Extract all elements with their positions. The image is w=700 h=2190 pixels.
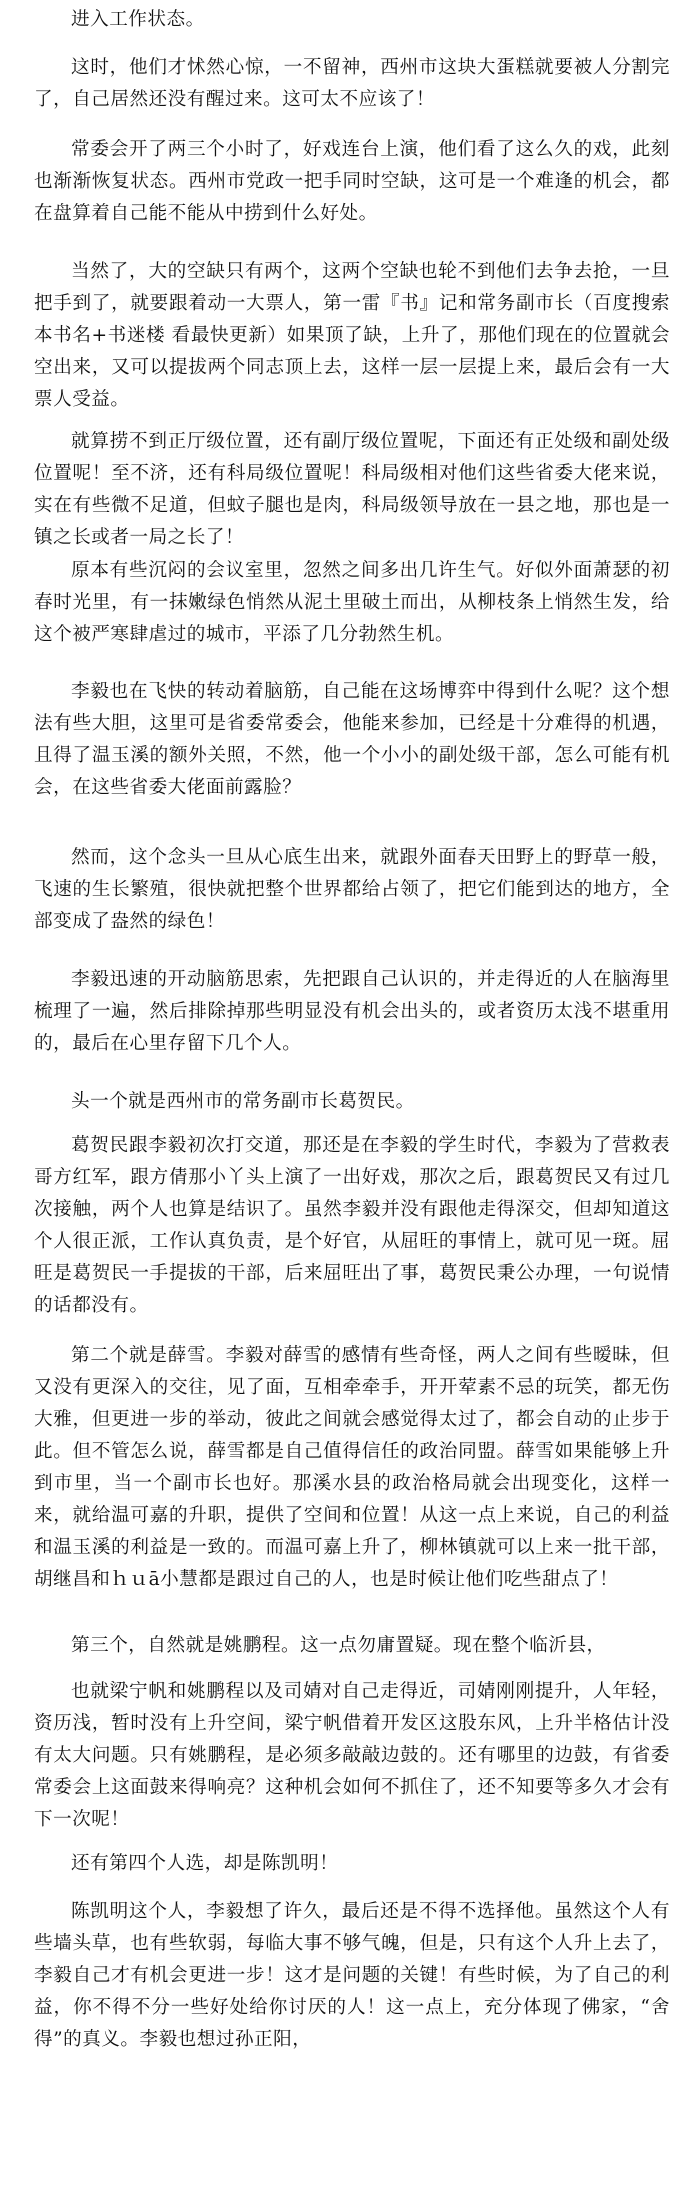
paragraph: 头一个就是西州市的常务副市长葛贺民。	[71, 1091, 415, 1112]
paragraph: 葛贺民跟李毅初次打交道，那还是在李毅的学生时代，李毅为了营救表哥方红军，跟方倩那小丫头上演了一出好戏，那次之后，跟葛贺民又有过几次接触，两个人也算是结识了。虽然李毅并没有跟他走得深交，但却知道这个人很正派，工作认真负责，是个好官，从屈旺的事情上，就可见一斑。屈旺是葛贺民一手提拔的干部，后来屈旺出了事，葛贺民秉公办理，一句说情的话都没有。	[34, 1135, 670, 1316]
paragraph: 也就梁宁帆和姚鹏程以及司婧对自己走得近，司婧刚刚提升，人年轻，资历浅，暂时没有上升空间，梁宁帆借着开发区这股东风，上升半格估计没有太大问题。只有姚鹏程，是必须多敲敲边鼓的。还有哪里的边鼓，有省委常委会上这面鼓来得响亮？这种机会如何不抓住了，还不知要等多久才会有下一次呢！	[34, 1681, 670, 1830]
paragraph: 原本有些沉闷的会议室里，忽然之间多出几许生气。好似外面萧瑟的初春时光里，有一抹嫩绿色悄然从泥土里破土而出，从柳枝条上悄然生发，给这个被严寒肆虐过的城市，平添了几分勃然生机。	[34, 560, 670, 645]
paragraph: 李毅也在飞快的转动着脑筋，自己能在这场博弈中得到什么呢？这个想法有些大胆，这里可是省委常委会，他能来参加，已经是十分难得的机遇，且得了温玉溪的额外关照，不然，他一个小小的副处级干部，怎么可能有机会，在这些省委大佬面前露脸？	[34, 681, 670, 798]
paragraph: 然而，这个念头一旦从心底生出来，就跟外面春天田野上的野草一般，飞速的生长繁殖，很快就把整个世界都给占领了，把它们能到达的地方，全部变成了盎然的绿色！	[34, 847, 670, 932]
paragraph: 这时，他们才怵然心惊，一不留神，西州市这块大蛋糕就要被人分割完了，自己居然还没有醒过来。这可太不应该了！	[34, 57, 670, 110]
paragraph: 进入工作状态。	[71, 9, 205, 30]
paragraph: 第二个就是薛雪。李毅对薛雪的感情有些奇怪，两人之间有些暧昧，但又没有更深入的交往，见了面，互相牵牵手，开开荤素不忌的玩笑，都无伤大雅，但更进一步的举动，彼此之间就会感觉得太过了，都会自动的止步于此。但不管怎么说，薛雪都是自己值得信任的政治同盟。薛雪如果能够上升到市里，当一个副市长也好。那溪水县的政治格局就会出现变化，这样一来，就给温可嘉的升职，提供了空间和位置！从这一点上来说，自己的利益和温玉溪的利益是一致的。而温可嘉上升了，柳林镇就可以上来一批干部，胡继昌和ｈｕā小慧都是跟过自己的人，也是时候让他们吃些甜点了！	[34, 1345, 670, 1590]
paragraph: 就算捞不到正厅级位置，还有副厅级位置呢，下面还有正处级和副处级位置呢！至不济，还有科局级位置呢！科局级相对他们这些省委大佬来说，实在有些微不足道，但蚊子腿也是肉，科局级领导放在一县之地，那也是一镇之长或者一局之长了！	[34, 431, 670, 548]
paragraph: 第三个，自然就是姚鹏程。这一点勿庸置疑。现在整个临沂县，	[71, 1635, 606, 1656]
paragraph: 当然了，大的空缺只有两个，这两个空缺也轮不到他们去争去抢，一旦把手到了，就要跟着动一大票人，第一雷『书』记和常务副市长（百度搜索本书名+书迷楼 看最快更新）如果顶了缺，上升了，那他们现在的位置就会空出来，又可以提拔两个同志顶上去，这样一层一层提上来，最后会有一大票人受益。	[34, 261, 670, 410]
paragraph: 还有第四个人选，却是陈凯明！	[71, 1853, 339, 1874]
paragraph: 常委会开了两三个小时了，好戏连台上演，他们看了这么久的戏，此刻也渐渐恢复状态。西州市党政一把手同时空缺，这可是一个难逢的机会，都在盘算着自己能不能从中捞到什么好处。	[34, 139, 670, 224]
paragraph: 陈凯明这个人，李毅想了许久，最后还是不得不选择他。虽然这个人有些墙头草，也有些软弱，每临大事不够气魄，但是，只有这个人升上去了，李毅自己才有机会更进一步！这才是问题的关键！有些时候，为了自己的利益，你不得不分一些好处给你讨厌的人！这一点上，充分体现了佛家，“舍得”的真义。李毅也想过孙正阳，	[34, 1901, 670, 2050]
paragraph: 李毅迅速的开动脑筋思索，先把跟自己认识的，并走得近的人在脑海里梳理了一遍，然后排除掉那些明显没有机会出头的，或者资历太浅不堪重用的，最后在心里存留下几个人。	[34, 969, 670, 1054]
